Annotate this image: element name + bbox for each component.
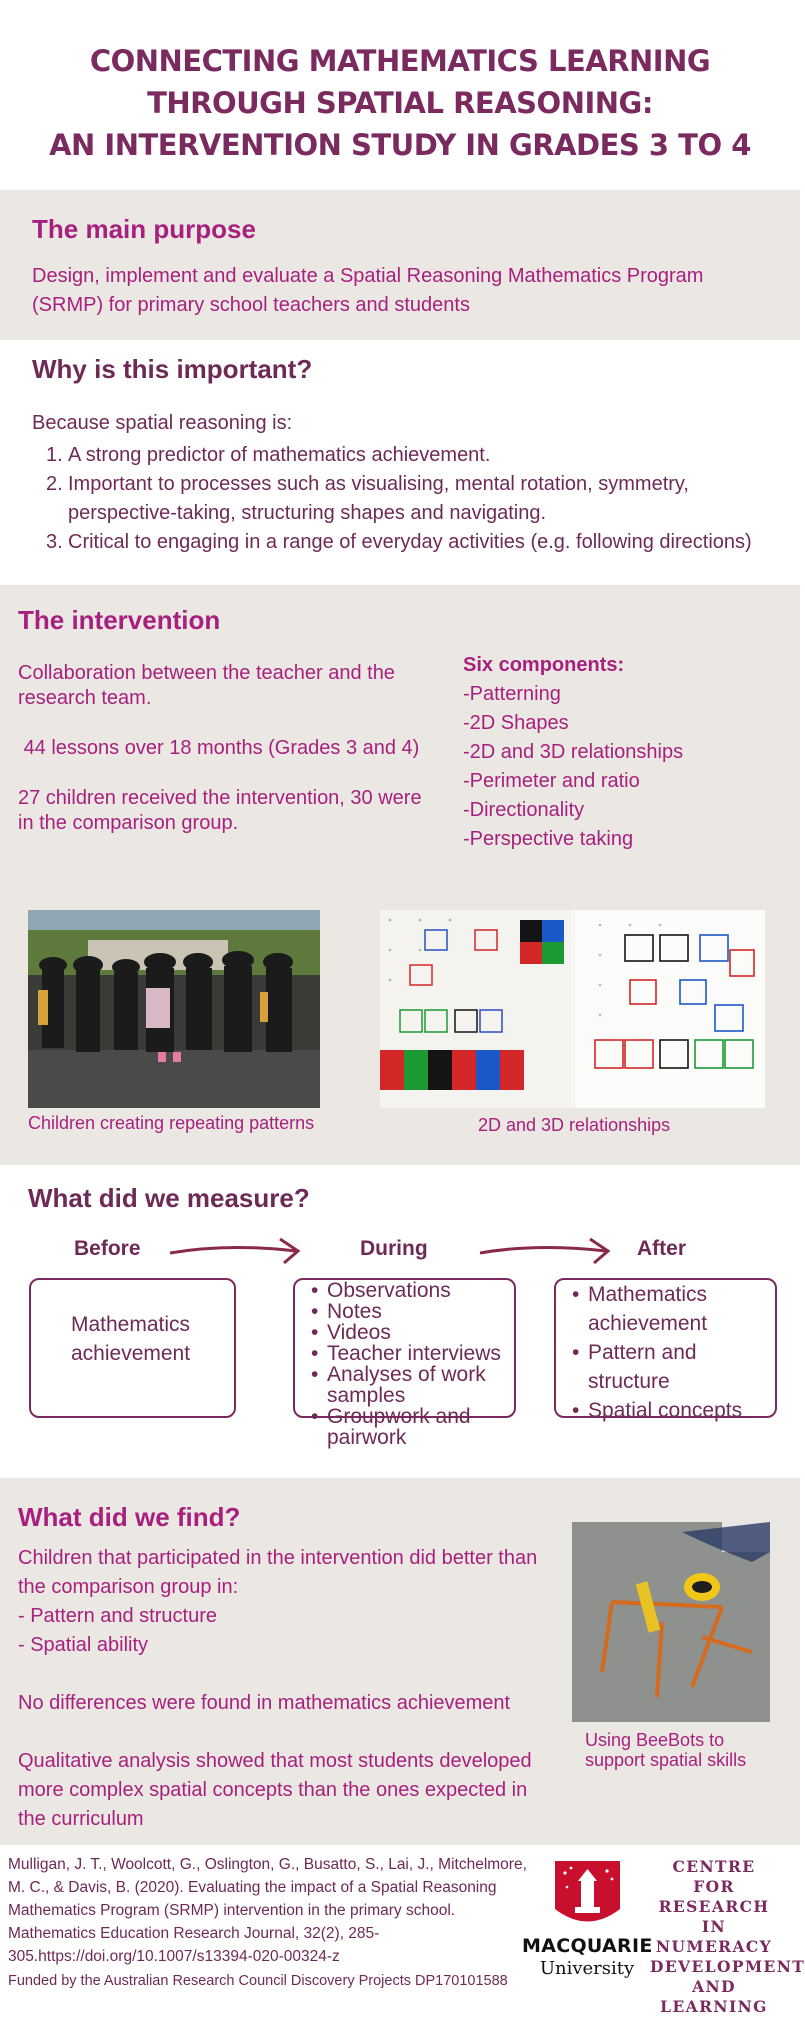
find-no-difference: No differences were found in mathematics achievement (18, 1692, 511, 1714)
after-item: • Mathematics achievement (568, 1280, 768, 1338)
after-item: • Spatial concepts (568, 1396, 768, 1425)
centre-line: AND (692, 1977, 736, 1996)
during-item: • Analyses of work samples (307, 1364, 512, 1406)
centre-line: CENTRE FOR (672, 1857, 756, 1896)
title-line-1: CONNECTING MATHEMATICS LEARNING (89, 44, 711, 78)
during-item: • Groupwork and pairwork (307, 1406, 512, 1448)
phase-during-label: During (360, 1237, 428, 1260)
after-box (554, 1278, 777, 1422)
university-wordmark: University (539, 1958, 635, 1979)
find-heading: What did we find? (18, 1502, 241, 1532)
why-item-text: Important to processes such as visualising, mental rotation, symmetry, perspective-taking, structuring shapes and navigating. (68, 473, 689, 524)
during-item: • Teacher interviews (307, 1343, 512, 1364)
after-item: • Pattern and structure (568, 1338, 768, 1396)
centre-line: DEVELOPMENT (650, 1957, 805, 1976)
why-list (32, 441, 762, 557)
why-list-item (32, 441, 762, 470)
centre-name (650, 1857, 805, 2017)
why-item-text: Critical to engaging in a range of everyday activities (e.g. following directions) (68, 531, 752, 553)
why-item-number: 3. (46, 531, 63, 553)
beebot-photo (572, 1522, 770, 1722)
why-heading: Why is this important? (32, 354, 313, 384)
reference-citation: Mulligan, J. T., Woolcott, G., Oslington, G., Busatto, S., Lai, J., Mitchelmore, M. C., & Davis, B. (2020). Evaluating the impact of a Spatial Reasoning Mathematics Program (SRMP) intervention in the primary school. Mathematics Education Research Journal, 32(2), 285-305.https://doi.org/10.1007/s13394-020-00324-z (8, 1856, 527, 1965)
component-item: -Perspective taking (463, 828, 634, 850)
why-section (0, 340, 800, 585)
intervention-lessons: 44 lessons over 18 months (Grades 3 and 4) (18, 737, 420, 759)
why-item-number: 1. (46, 444, 63, 466)
children-pattern-photo (28, 910, 320, 1108)
funding-note: Funded by the Australian Research Council Discovery Projects DP170101588 (8, 1973, 508, 1989)
poster-header (0, 0, 800, 190)
components-list (463, 651, 783, 854)
find-line: - Spatial ability (18, 1634, 149, 1656)
phase-after-label: After (637, 1237, 687, 1260)
why-item-text: A strong predictor of mathematics achievement. (68, 444, 491, 466)
find-qualitative: Qualitative analysis showed that most students developed more complex spatial concepts than the ones expected in the curriculum (18, 1750, 532, 1830)
arrow-right-icon (168, 1233, 304, 1267)
centre-line: LEARNING (660, 1997, 768, 2016)
after-list (568, 1280, 768, 1425)
component-item: -2D Shapes (463, 712, 569, 734)
before-text: Mathematics achievement (71, 1313, 191, 1365)
caption-patterns: Children creating repeating patterns (28, 1113, 315, 1133)
find-section (0, 1478, 800, 1845)
footer-section (0, 1845, 805, 2016)
purpose-heading: The main purpose (32, 214, 256, 244)
centre-line: IN NUMERACY (655, 1917, 773, 1956)
why-list-item (32, 470, 762, 528)
macquarie-wordmark: MACQUARIE (522, 1935, 653, 1957)
during-list (307, 1280, 512, 1448)
during-item: • Observations (307, 1280, 512, 1301)
measure-heading: What did we measure? (28, 1183, 310, 1213)
purpose-text: Design, implement and evaluate a Spatial Reasoning Mathematics Program (SRMP) for primary school teachers and students (32, 265, 704, 316)
caption-2d-3d: 2D and 3D relationships (478, 1115, 671, 1135)
purpose-section (0, 190, 800, 340)
title-line-2: THROUGH SPATIAL REASONING: (147, 86, 653, 120)
find-line: - Pattern and structure (18, 1605, 217, 1627)
beebot-caption: Using BeeBots to support spatial skills (585, 1730, 747, 1770)
before-box (29, 1278, 236, 1418)
arrow-right-icon (478, 1233, 614, 1267)
find-line: Children that participated in the intervention did better than the comparison group in: (18, 1547, 538, 1598)
component-item: -Perimeter and ratio (463, 770, 640, 792)
intervention-collaboration: Collaboration between the teacher and the research team. (18, 662, 395, 709)
intervention-participants: 27 children received the intervention, 30 were in the comparison group. (18, 787, 422, 834)
why-list-item (32, 528, 762, 557)
component-item: -Patterning (463, 683, 561, 705)
during-box (293, 1278, 516, 1449)
phase-before-label: Before (74, 1237, 141, 1260)
why-item-number: 2. (46, 473, 63, 495)
title-line-3: AN INTERVENTION STUDY IN GRADES 3 TO 4 (49, 128, 751, 162)
intervention-details (18, 661, 438, 861)
intervention-heading: The intervention (18, 605, 221, 635)
centre-line: RESEARCH (658, 1897, 770, 1916)
why-intro: Because spatial reasoning is: (32, 412, 293, 434)
components-title: Six components: (463, 654, 625, 676)
intervention-section (0, 585, 800, 1165)
component-item: -2D and 3D relationships (463, 741, 684, 763)
poster-title (40, 40, 760, 166)
measure-section (0, 1165, 800, 1478)
component-item: -Directionality (463, 799, 585, 821)
during-item: • Videos (307, 1322, 512, 1343)
during-item: • Notes (307, 1301, 512, 1322)
blocks-drawing-photo (380, 910, 765, 1108)
find-text (18, 1544, 558, 1834)
